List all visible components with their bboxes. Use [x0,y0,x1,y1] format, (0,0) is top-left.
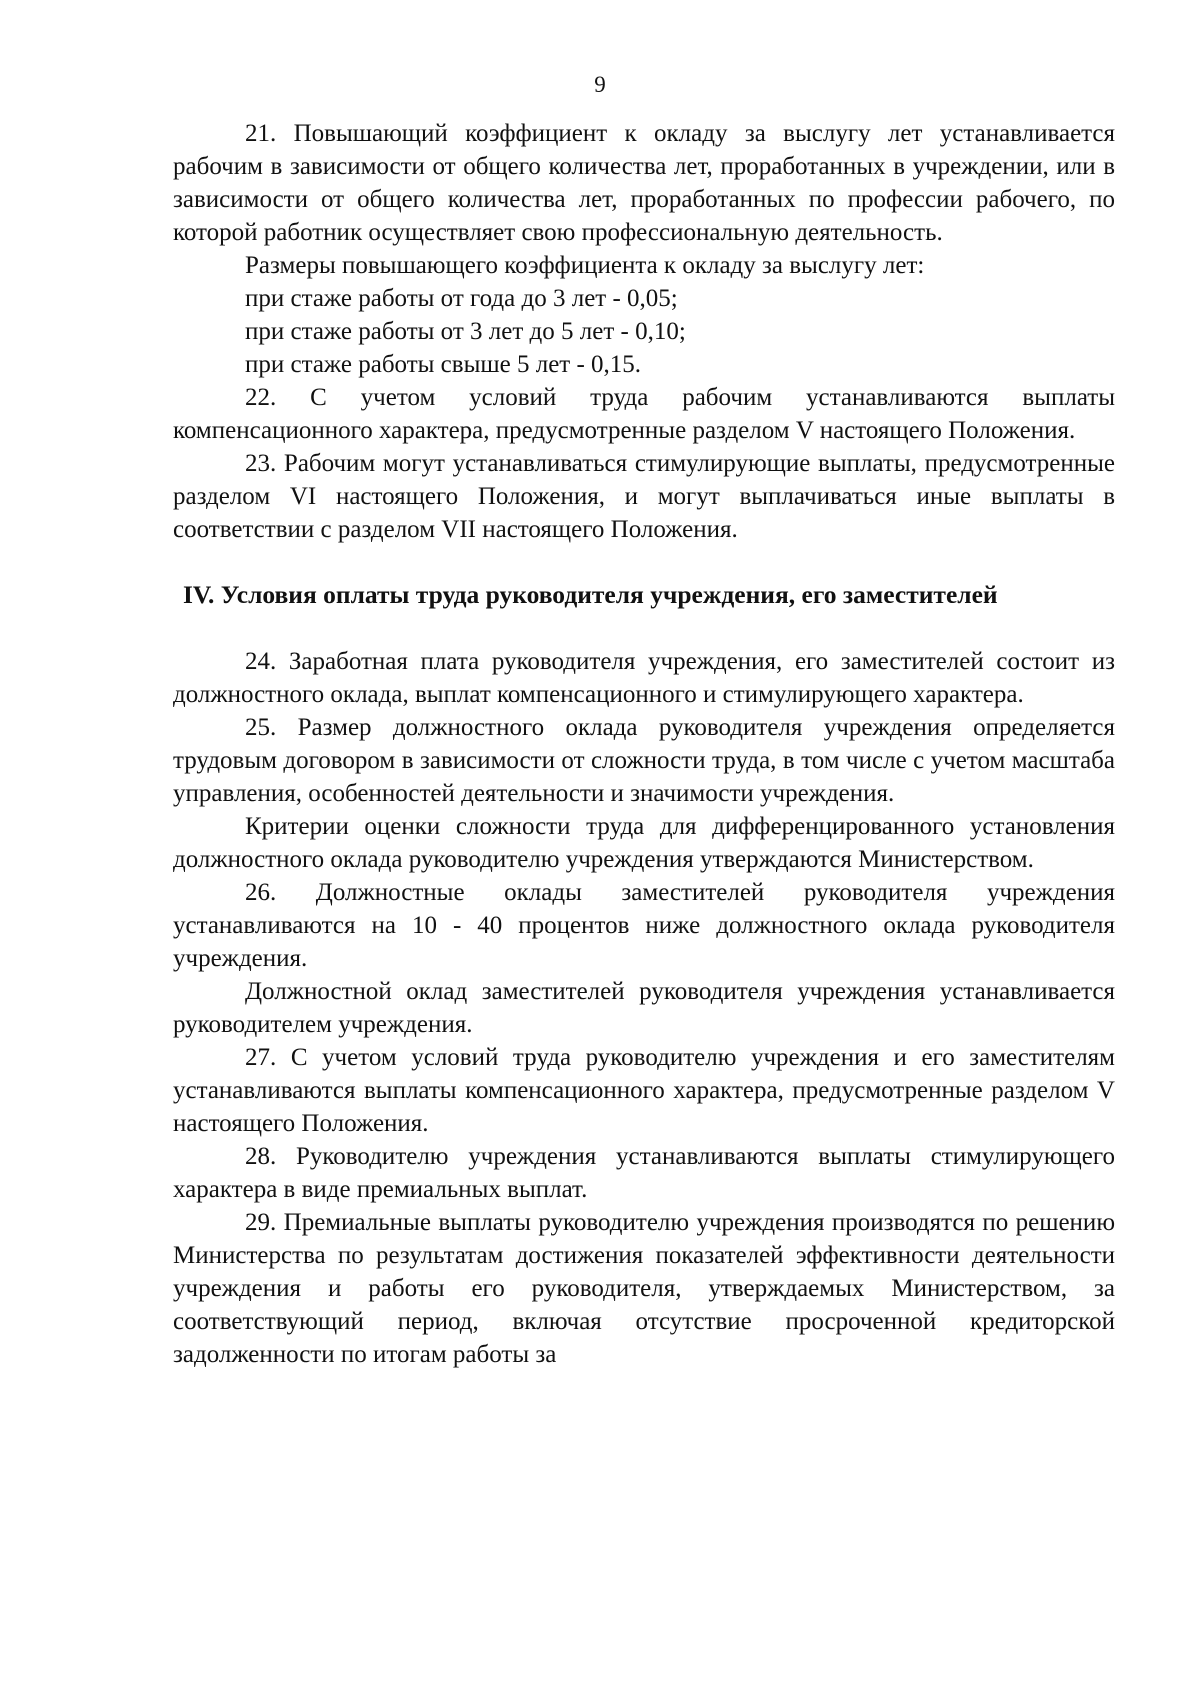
paragraph-29: 29. Премиальные выплаты руководителю учреждения производятся по решению Министерства по результатам достижения показателей эффективности деятельности учреждения и работы его руководителя, утверждаемых Министерством, за соответствующий период, включая отсутствие просроченной кредиторской задолженности по итогам работы за [173,1209,1115,1368]
paragraph-22: 22. С учетом условий труда рабочим устанавливаются выплаты компенсационного характера, предусмотренные разделом V настоящего Положения. [173,384,1115,444]
page-number: 9 [594,72,606,97]
paragraph-28: 28. Руководителю учреждения устанавливаются выплаты стимулирующего характера в виде премиальных выплат. [173,1143,1115,1203]
section-heading: IV. Условия оплаты труда руководителя учреждения, его заместителей [183,580,998,609]
coefficient-item-3: при стаже работы свыше 5 лет - 0,15. [245,351,642,378]
document-body [173,117,1115,1371]
coefficient-sizes-intro: Размеры повышающего коэффициента к окладу за выслугу лет: [245,252,925,279]
criteria-paragraph: Критерии оценки сложности труда для дифференцированного установления должностного оклада руководителю учреждения утверждаются Министерством. [173,813,1115,873]
paragraph-23: 23. Рабочим могут устанавливаться стимулирующие выплаты, предусмотренные разделом VI настоящего Положения, и могут выплачиваться иные выплаты в соответствии с разделом VII настоящего Положения. [173,450,1115,543]
coefficient-item-1: при стаже работы от года до 3 лет - 0,05; [245,285,678,312]
paragraph-26: 26. Должностные оклады заместителей руководителя учреждения устанавливаются на 10 - 40 процентов ниже должностного оклада руководителя учреждения. [173,879,1115,972]
coefficient-item-2: при стаже работы от 3 лет до 5 лет - 0,10; [245,318,686,345]
paragraph-21: 21. Повышающий коэффициент к окладу за выслугу лет устанавливается рабочим в зависимости от общего количества лет, проработанных в учреждении, или в зависимости от общего количества лет, проработанных по профессии рабочего, по которой работник осуществляет свою профессиональную деятельность. [173,120,1115,246]
paragraph-25: 25. Размер должностного оклада руководителя учреждения определяется трудовым договором в зависимости от сложности труда, в том числе с учетом масштаба управления, особенностей деятельности и значимости учреждения. [173,714,1115,807]
deputy-salary-paragraph: Должностной оклад заместителей руководителя учреждения устанавливается руководителем учреждения. [173,978,1115,1038]
paragraph-27: 27. С учетом условий труда руководителю учреждения и его заместителям устанавливаются выплаты компенсационного характера, предусмотренные разделом V настоящего Положения. [173,1044,1115,1137]
paragraph-24: 24. Заработная плата руководителя учреждения, его заместителей состоит из должностного оклада, выплат компенсационного и стимулирующего характера. [173,648,1115,708]
